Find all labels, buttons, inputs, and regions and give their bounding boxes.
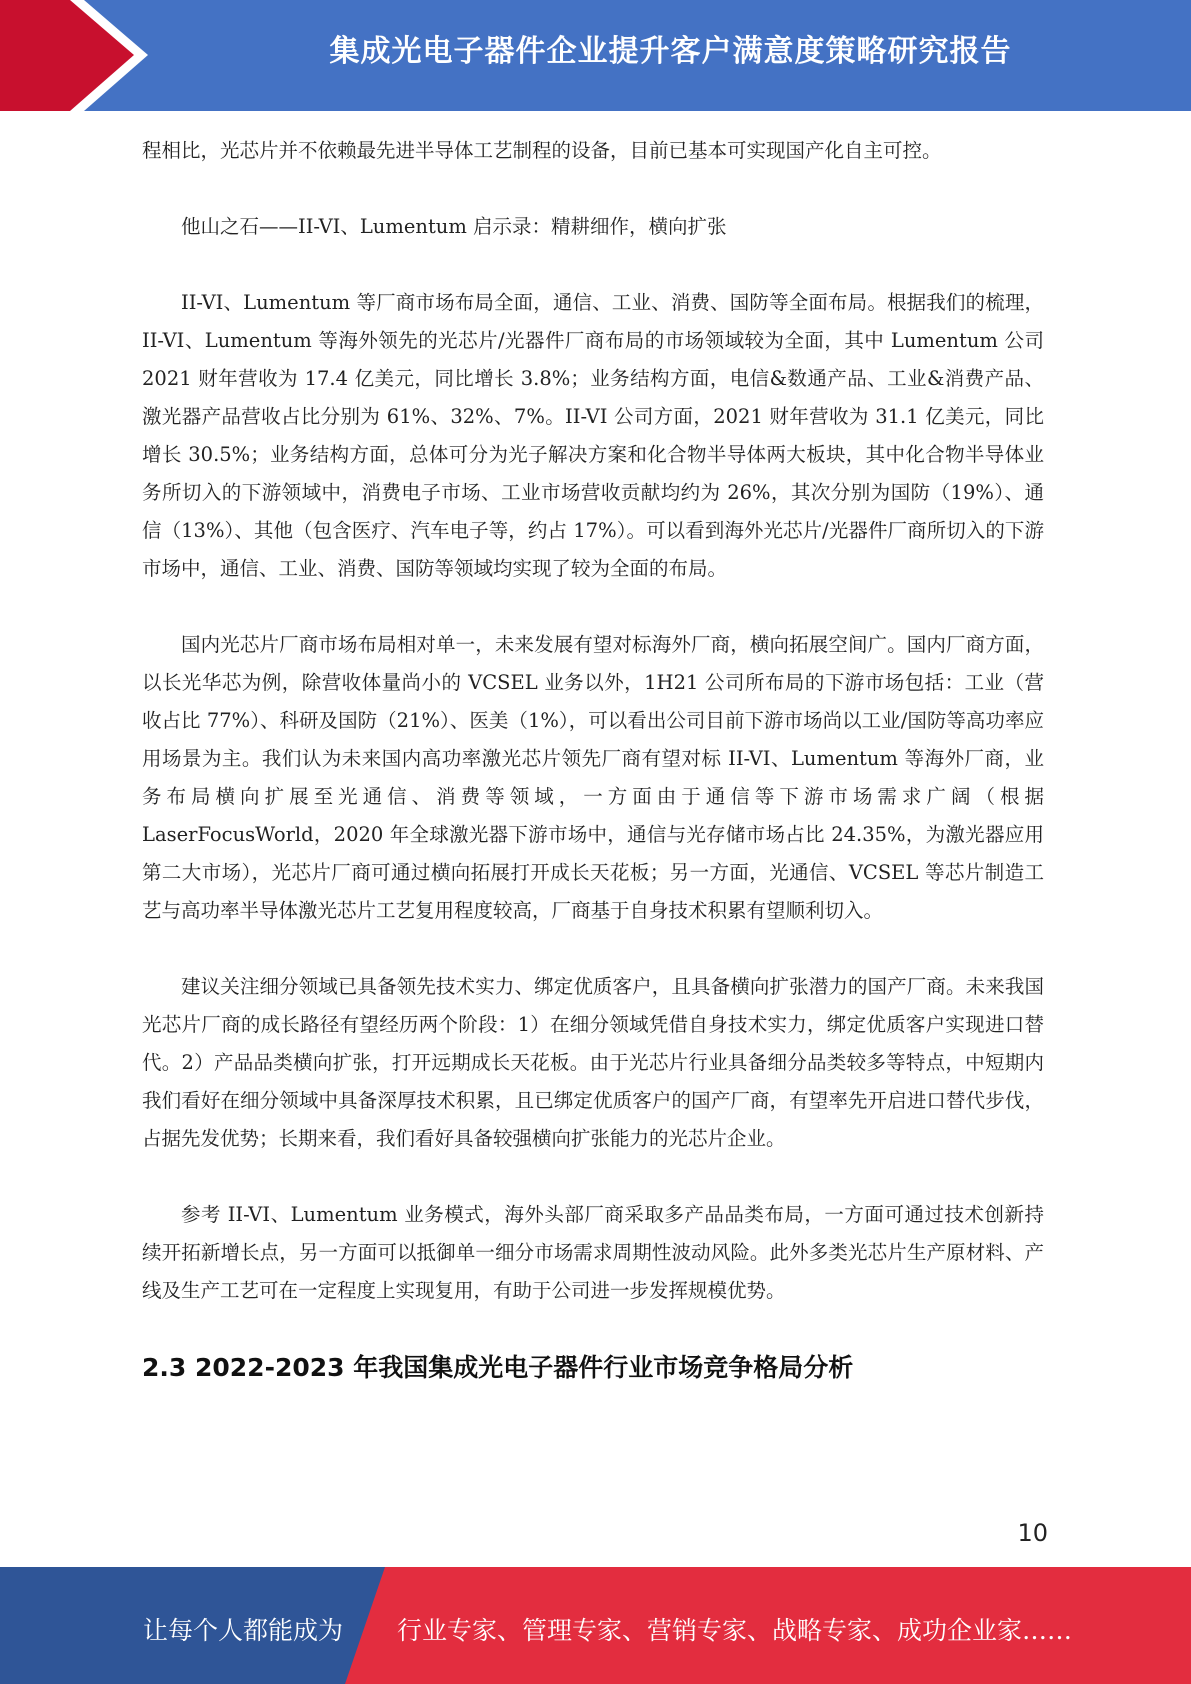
paragraph-continuation: 程相比，光芯片并不依赖最先进半导体工艺制程的设备，目前已基本可实现国产化自主可控。	[142, 139, 942, 162]
footer-slogan-left: 让每个人都能成为	[143, 1616, 344, 1645]
paragraph-recommendation: 建议关注细分领域已具备领先技术实力、绑定优质客户，且具备横向扩张潜力的国产厂商。未来我国光芯片厂商的成长路径有望经历两个阶段：1）在细分领域凭借自身技术实力，绑定优质客户实现进口替代。2）产品品类横向扩张，打开远期成长天花板。由于光芯片行业具备细分品类较多等特点，中短期内我们看好在细分领域中具备深厚技术积累，且已绑定优质客户的国产厂商，有望率先开启进口替代步伐，占据先发优势；长期来看，我们看好具备较强横向扩张能力的光芯片企业。	[142, 975, 1044, 1150]
paragraph-business-model: 参考 II-VI、Lumentum 业务模式，海外头部厂商采取多产品品类布局，一方面可通过技术创新持续开拓新增长点，另一方面可以抵御单一细分市场需求周期性波动风险。此外多类光芯片生产原材料、产线及生产工艺可在一定程度上实现复用，有助于公司进一步发挥规模优势。	[142, 1203, 1044, 1302]
document-body	[142, 132, 1044, 1384]
header-arrow-icon	[0, 0, 160, 111]
paragraph-subtitle: 他山之石——II-VI、Lumentum 启示录：精耕细作，横向扩张	[181, 215, 727, 238]
page-header	[0, 0, 1191, 111]
footer-slogan-right: 行业专家、管理专家、营销专家、战略专家、成功企业家……	[397, 1616, 1073, 1645]
page-number: 10	[1017, 1519, 1048, 1547]
page-footer	[0, 1567, 1191, 1684]
section-heading: 2.3 2022-2023 年我国集成光电子器件行业市场竞争格局分析	[142, 1353, 854, 1382]
header-title: 集成光电子器件企业提升客户满意度策略研究报告	[329, 34, 1012, 69]
paragraph-domestic-layout: 国内光芯片厂商市场布局相对单一，未来发展有望对标海外厂商，横向拓展空间广。国内厂商方面，以长光华芯为例，除营收体量尚小的 VCSEL 业务以外，1H21 公司所布局的下游市场包括：工业（营收占比 77%）、科研及国防（21%）、医美（1%），可以看出公司目前下游市场尚以工业/国防等高功率应用场景为主。我们认为未来国内高功率激光芯片领先厂商有望对标 II-VI、Lumentum 等海外厂商，业务布局横向扩展至光通信、消费等领域，一方面由于通信等下游市场需求广阔（根据 LaserFocusWorld，2020 年全球激光器下游市场中，通信与光存储市场占比 24.35%，为激光器应用第二大市场），光芯片厂商可通过横向拓展打开成长天花板；另一方面，光通信、VCSEL 等芯片制造工艺与高功率半导体激光芯片工艺复用程度较高，厂商基于自身技术积累有望顺利切入。	[142, 633, 1044, 922]
paragraph-overseas-layout: II-VI、Lumentum 等厂商市场布局全面，通信、工业、消费、国防等全面布局。根据我们的梳理，II-VI、Lumentum 等海外领先的光芯片/光器件厂商布局的市场领域较为全面，其中 Lumentum 公司 2021 财年营收为 17.4 亿美元，同比增长 3.8%；业务结构方面，电信&数通产品、工业&消费产品、激光器产品营收占比分别为 61%、32%、7%。II-VI 公司方面，2021 财年营收为 31.1 亿美元，同比增长 30.5%；业务结构方面，总体可分为光子解决方案和化合物半导体两大板块，其中化合物半导体业务所切入的下游领域中，消费电子市场、工业市场营收贡献均约为 26%，其次分别为国防（19%）、通信（13%）、其他（包含医疗、汽车电子等，约占 17%）。可以看到海外光芯片/光器件厂商所切入的下游市场中，通信、工业、消费、国防等领域均实现了较为全面的布局。	[142, 291, 1044, 580]
